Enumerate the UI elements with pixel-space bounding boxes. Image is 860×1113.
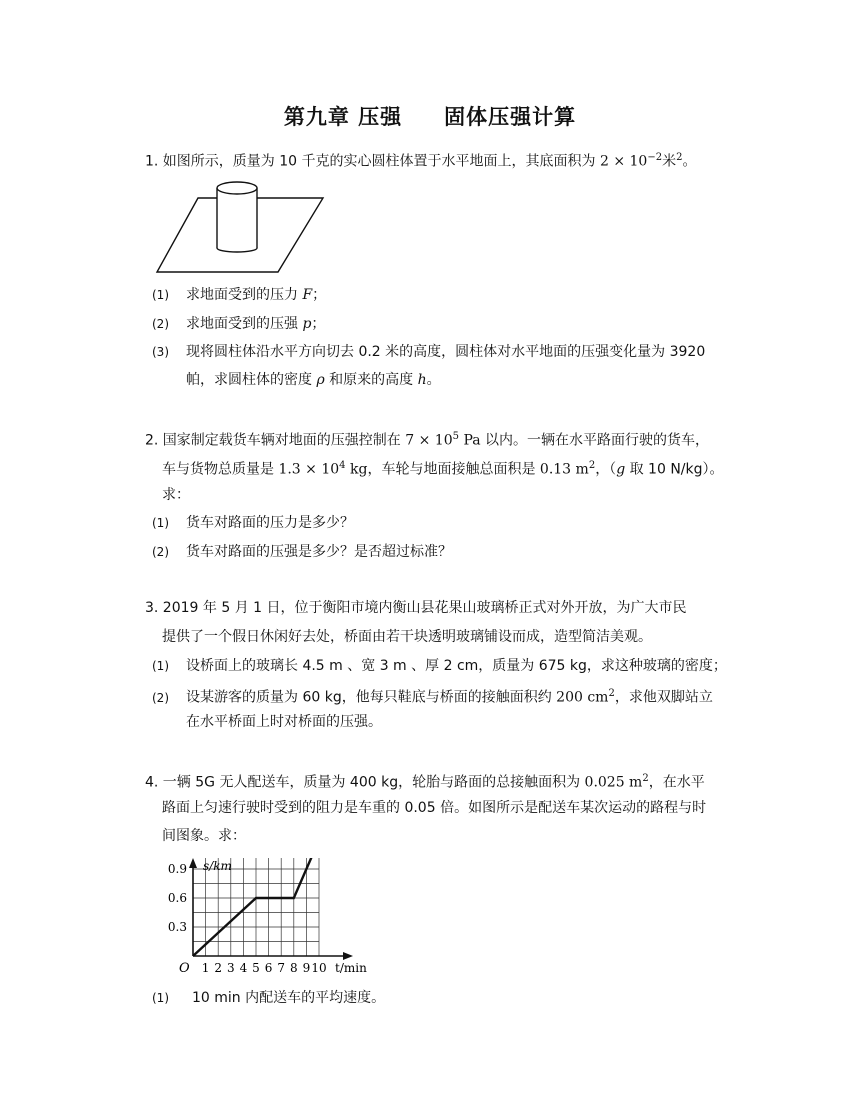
q2-line2-text: 车与货物总质量是	[162, 461, 279, 478]
q2-area-exponent: 2	[588, 460, 596, 471]
x-axis-arrow	[343, 952, 353, 960]
q2-line2-text-4: 取 10 N/kg）。	[625, 461, 724, 478]
page-title	[0, 101, 860, 131]
q1-sub2-number: (2)	[152, 317, 169, 331]
q2-line1	[145, 427, 709, 451]
q3-sub1	[152, 656, 727, 676]
q1-sub1-end: ；	[312, 287, 327, 303]
q1-sub3-cont-text-2: 和原来的高度	[324, 372, 418, 388]
q1-height-variable: h	[417, 372, 427, 388]
q3-sub2-text: 设某游客的质量为 60 kg，他每只鞋底与桥面的接触面积约	[186, 689, 557, 706]
q4-line1	[145, 769, 705, 793]
x-tick-label: 3	[226, 961, 235, 975]
q4-sub1-number: (1)	[152, 991, 169, 1005]
q1-area-exponent: −2	[647, 152, 663, 163]
q1-sub1-text: 求地面受到的压力	[186, 287, 303, 303]
q2-mass-unit: kg	[345, 461, 368, 478]
q4-line1-text: 4. 一辆 5G 无人配送车，质量为 400 kg，轮胎与路面的总接触面积为	[145, 774, 585, 791]
x-tick-label: 2	[214, 961, 223, 975]
q3-shoe-area: 200 cm	[556, 689, 609, 706]
title-topic: 固体压强计算	[444, 105, 577, 129]
q1-sub3-text: 现将圆柱体沿水平方向切去 0.2 米的高度，圆柱体对水平地面的压强变化量为 3920	[186, 344, 706, 360]
q3-sub2-text-2: ，求他双脚站立	[614, 689, 713, 706]
q2-line2-text-2: ，车轮与地面接触总面积是	[367, 461, 540, 478]
q4-area-value: 0.025 m	[584, 774, 643, 791]
q3-area-exponent: 2	[608, 688, 615, 699]
q2-line1-text-2: 以内。一辆在水平路面行驶的货车，	[480, 432, 710, 449]
q1-density-variable: ρ	[316, 372, 325, 388]
q2-mass-value: 1.3 × 10	[278, 461, 340, 478]
q4-sub1-text: 10 min 内配送车的平均速度。	[192, 990, 386, 1006]
distance-time-chart	[155, 858, 375, 978]
x-tick-label: 6	[264, 961, 273, 975]
q1-area-unit: 米	[662, 153, 677, 170]
q2-sub2-number: (2)	[152, 545, 169, 559]
q2-sub1-number: (1)	[152, 516, 169, 530]
q1-stem	[145, 148, 696, 172]
q2-pressure-limit: 7 × 10	[405, 432, 453, 449]
q3-sub2-number: (2)	[152, 690, 169, 705]
q1-sub1-variable: F	[302, 287, 313, 303]
q1-area-value: 2 × 10	[599, 153, 648, 170]
q3-sub1-text: 设桥面上的玻璃长 4.5 m 、宽 3 m 、厚 2 cm，质量为 675 kg，求这种玻璃的密度；	[186, 658, 727, 674]
q1-area-unit-exponent: 2	[676, 152, 683, 163]
x-tick-label: 7	[277, 961, 286, 975]
q2-pressure-unit: Pa	[459, 432, 481, 449]
q1-stem-end: 。	[682, 153, 697, 170]
q3-sub1-number: (1)	[152, 659, 169, 673]
q2-sub2	[152, 542, 452, 562]
y-axis-arrow	[189, 858, 197, 868]
q1-sub2-text: 求地面受到的压强	[186, 316, 303, 332]
y-axis-label: s/km	[203, 859, 232, 873]
q2-line2-text-3: ，（	[595, 461, 617, 478]
q4-line3: 间图象。求：	[162, 828, 246, 844]
x-tick-label: 1	[201, 961, 210, 975]
q1-sub3-cont-end: 。	[426, 372, 441, 388]
x-axis-label: t/min	[335, 961, 367, 975]
q4-line1-text-2: ，在水平	[648, 774, 705, 791]
q3-sub2-continued: 在水平桥面上时对桥面的压强。	[186, 714, 382, 730]
q1-sub2-end: ；	[311, 316, 326, 332]
q1-sub3	[152, 342, 705, 362]
q2-sub1-text: 货车对路面的压力是多少？	[186, 515, 354, 531]
q3-sub2	[152, 684, 713, 708]
q2-line3: 求：	[162, 487, 190, 503]
q3-line2: 提供了一个假日休闲好去处，桥面由若干块透明玻璃铺设而成，造型简洁美观。	[162, 629, 652, 645]
q2-line1-text: 2. 国家制定载货车辆对地面的压强控制在	[145, 432, 406, 449]
q2-area-value: 0.13 m	[539, 461, 589, 478]
cylinder-on-ground-figure	[155, 178, 325, 276]
x-tick-label: 9	[302, 961, 311, 975]
q3-line1: 3. 2019 年 5 月 1 日，位于衡阳市境内衡山县花果山玻璃桥正式对外开放，为广大市民	[145, 600, 687, 616]
q2-sub2-text: 货车对路面的压强是多少？是否超过标准？	[186, 544, 452, 560]
q2-mass-exponent: 4	[339, 460, 346, 471]
q1-sub1-number: (1)	[152, 288, 169, 302]
x-tick-label: 5	[252, 961, 260, 975]
origin-label: O	[179, 961, 190, 976]
q4-area-exponent: 2	[642, 773, 649, 784]
y-tick-label: 0.9	[167, 862, 187, 876]
x-tick-label: 8	[289, 961, 298, 975]
title-chapter: 第九章 压强	[283, 105, 403, 129]
y-tick-label: 0.3	[167, 920, 187, 934]
q1-sub3-continued	[186, 370, 441, 390]
y-tick-label: 0.6	[167, 891, 187, 905]
q1-stem-text: 1. 如图所示，质量为 10 千克的实心圆柱体置于水平地面上，其底面积为	[145, 153, 600, 170]
cylinder-top	[217, 182, 257, 194]
q1-sub2	[152, 314, 325, 334]
q4-line2: 路面上匀速行驶时受到的阻力是车重的 0.05 倍。如图所示是配送车某次运动的路程与时	[162, 800, 707, 816]
x-tick-label: 4	[239, 961, 248, 975]
q1-sub3-cont-text: 帕，求圆柱体的密度	[186, 372, 317, 388]
q2-g-variable: g	[616, 461, 626, 478]
x-tick-label: 10	[311, 961, 327, 975]
q2-sub1	[152, 513, 354, 533]
q2-line2	[162, 456, 724, 480]
q1-sub2-variable: p	[302, 316, 312, 332]
q4-sub1	[152, 988, 385, 1008]
q1-sub3-number: (3)	[152, 345, 169, 359]
q2-pressure-exponent: 5	[452, 431, 459, 442]
q1-sub1	[152, 285, 326, 305]
